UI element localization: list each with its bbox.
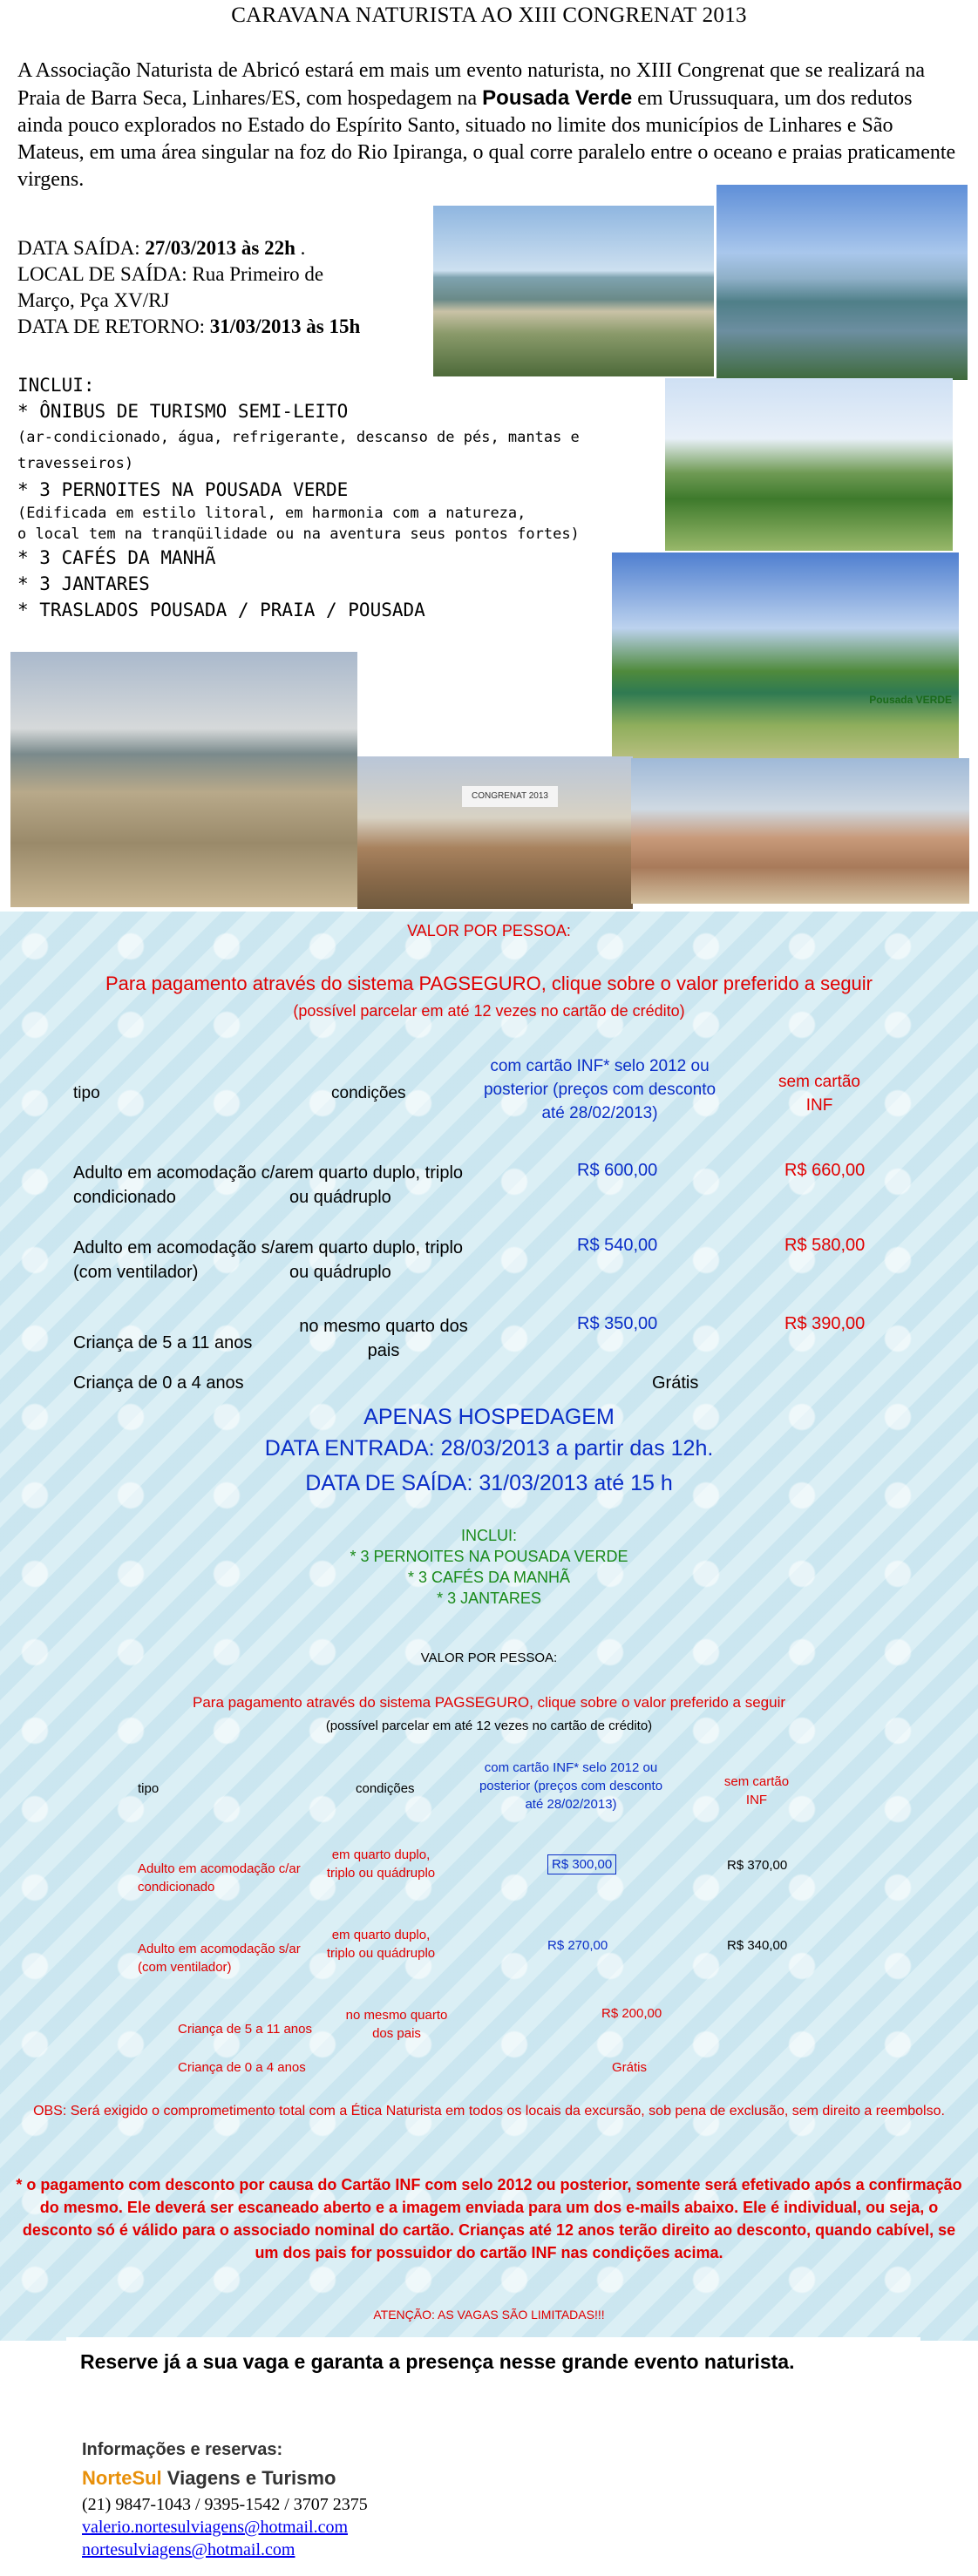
t2-row4-tipo: Criança de 0 a 4 anos xyxy=(178,2060,306,2075)
t1-row2-inf-price[interactable]: R$ 540,00 xyxy=(577,1236,658,1255)
email-link-1[interactable]: valerio.nortesulviagens@hotmail.com xyxy=(82,2518,349,2537)
t1-row1-noinf-price[interactable]: R$ 660,00 xyxy=(784,1161,866,1180)
includes-list: INCLUI: * ÔNIBUS DE TURISMO SEMI-LEITO (ar-condicionado, água, refrigerante, descanso de pés, mantas e travesseiros) * 3 PERNOITES NA POUSADA VERDE (Edificada em estilo litoral, em harmonia com a natureza, o local tem na tranqüilidade ou na aventura seus pontos fortes) * 3 CAFÉS DA MANHÃ * 3 JANTARES * TRASLADOS POUSADA / PRAIA / POUSADA xyxy=(17,375,580,620)
beach-kiosk-photo xyxy=(10,652,357,907)
col-inf-2: com cartão INF* selo 2012 ou posterior (preços com desconto até 28/02/2013) xyxy=(479,1760,663,1812)
phone-numbers: (21) 9847-1043 / 9395-1542 / 3707 2375 xyxy=(82,2495,368,2514)
lodging-exit: DATA DE SAÍDA: 31/03/2013 até 15 h xyxy=(305,1471,673,1495)
t2-row2-cond: em quarto duplo, triplo ou quádruplo xyxy=(326,1928,436,1961)
travel-details xyxy=(17,235,436,340)
t2-row1-cond: em quarto duplo, triplo ou quádruplo xyxy=(326,1847,436,1881)
pagseguro-link-2[interactable]: Para pagamento através do sistema PAGSEGURO, clique sobre o valor preferido a seguir xyxy=(192,1694,786,1711)
contact-block xyxy=(82,2440,692,2561)
col-tipo-1: tipo xyxy=(73,1084,100,1102)
group-photo-2 xyxy=(631,758,969,904)
beach-photo-1 xyxy=(433,206,714,376)
departure-place: LOCAL DE SAÍDA: Rua Primeiro de Março, Pça XV/RJ xyxy=(17,263,324,311)
col-noinf-1: sem cartão INF xyxy=(778,1073,860,1115)
agency-name: NorteSul Viagens e Turismo xyxy=(82,2467,336,2489)
col-cond-1: condições xyxy=(331,1084,406,1102)
t1-row1-cond: em quarto duplo, triplo ou quádruplo xyxy=(289,1163,464,1207)
t2-row1-inf-price[interactable]: R$ 300,00 xyxy=(547,1854,616,1874)
t1-row2-noinf-price[interactable]: R$ 580,00 xyxy=(784,1236,866,1255)
beach-photo-2 xyxy=(717,185,968,380)
group-photo-1 xyxy=(357,756,633,909)
pousada-photo-1 xyxy=(665,378,953,551)
email-link-2[interactable]: nortesulviagens@hotmail.com xyxy=(82,2540,295,2559)
attention-note: ATENÇÃO: AS VAGAS SÃO LIMITADAS!!! xyxy=(373,2308,605,2322)
t2-row1-tipo: Adulto em acomodação c/ar condicionado xyxy=(138,1861,301,1895)
t1-row4-inf: Grátis xyxy=(652,1373,699,1393)
contact-heading: Informações e reservas: xyxy=(82,2440,283,2459)
col-tipo-2: tipo xyxy=(138,1781,160,1796)
return-date: DATA DE RETORNO: 31/03/2013 às 15h xyxy=(17,315,361,337)
pousada-photo-2 xyxy=(612,552,959,769)
price-heading-2: VALOR POR PESSOA: xyxy=(420,1651,558,1665)
t1-row3-tipo: Criança de 5 a 11 anos xyxy=(73,1333,253,1352)
t1-row2-tipo: Adulto em acomodação s/ar (com ventilador) xyxy=(73,1238,291,1282)
discount-note: * o pagamento com desconto por causa do Cartão INF com selo 2012 ou posterior, somente será efetivado após a confirmação do mesmo. Ele deverá ser escaneado aberto e a imagem enviada para um dos e-mails abaixo. Ele é individual, ou seja, o desconto só é válido para o associado nominal do cartão. Crianças até 12 anos terão direito ao desconto, quando cabível, se um dos pais for possuidor do cartão INF nas condições acima. xyxy=(16,2176,962,2261)
intro-paragraph: A Associação Naturista de Abricó estará em mais um evento naturista, no XIII Congrenat que se realizará na Praia de Barra Seca, Linhares/ES, com hospedagem na Pousada Verde em Urussuquara, um dos redutos ainda pouco explorados no Estado do Espírito Santo, situado no limite dos municípios de Linhares e São Mateus, em uma área singular na foz do Rio Ipiranga, o qual corre paralelo entre o oceano e praias praticamente virgens. xyxy=(17,59,956,191)
t2-row3-tipo: Criança de 5 a 11 anos xyxy=(178,2022,312,2037)
lodging-title: APENAS HOSPEDAGEM xyxy=(363,1405,615,1429)
t2-row3-inf-price[interactable]: R$ 200,00 xyxy=(601,2006,662,2021)
t2-row2-inf-price[interactable]: R$ 270,00 xyxy=(547,1938,608,1953)
col-cond-2: condições xyxy=(356,1781,415,1796)
installments-note-1: (possível parcelar em até 12 vezes no cartão de crédito) xyxy=(293,1002,685,1020)
lodging-entry: DATA ENTRADA: 28/03/2013 a partir das 12h. xyxy=(264,1436,714,1461)
lodging-includes: INCLUI: * 3 PERNOITES NA POUSADA VERDE * 3 CAFÉS DA MANHÃ * 3 JANTARES xyxy=(350,1527,628,1607)
t1-row1-tipo: Adulto em acomodação c/ar condicionado xyxy=(73,1163,291,1207)
t2-row2-noinf-price[interactable]: R$ 340,00 xyxy=(727,1938,788,1953)
reserve-box: Reserve já a sua vaga e garanta a presença nesse grande evento naturista. xyxy=(66,2337,920,2421)
t2-row1-noinf-price[interactable]: R$ 370,00 xyxy=(727,1858,788,1873)
t1-row3-noinf-price[interactable]: R$ 390,00 xyxy=(784,1314,866,1333)
t1-row1-inf-price[interactable]: R$ 600,00 xyxy=(577,1161,658,1180)
departure-date: DATA SAÍDA: 27/03/2013 às 22h . xyxy=(17,237,306,259)
pousada-verde-name: Pousada Verde xyxy=(482,86,633,110)
col-inf-1: com cartão INF* selo 2012 ou posterior (preços com desconto até 28/02/2013) xyxy=(483,1057,717,1122)
price-heading-1: VALOR POR PESSOA: xyxy=(407,922,571,939)
col-noinf-2: sem cartão INF xyxy=(723,1774,790,1807)
t2-row2-tipo: Adulto em acomodação s/ar (com ventilador) xyxy=(138,1942,301,1975)
installments-note-2: (possível parcelar em até 12 vezes no cartão de crédito) xyxy=(325,1718,653,1733)
t1-row2-cond: em quarto duplo, triplo ou quádruplo xyxy=(289,1238,464,1282)
t1-row3-inf-price[interactable]: R$ 350,00 xyxy=(577,1314,658,1333)
pagseguro-link-1[interactable]: Para pagamento através do sistema PAGSEGURO, clique sobre o valor preferido a seguir xyxy=(105,973,873,994)
t1-row3-cond: no mesmo quarto dos pais xyxy=(299,1317,468,1360)
pousada-caption: Pousada VERDE xyxy=(869,694,952,706)
t2-row3-cond: no mesmo quarto dos pais xyxy=(345,2008,448,2041)
obs-note: OBS: Será exigido o comprometimento total com a Ética Naturista em todos os locais da excursão, sob pena de exclusão, sem direito a reembolso. xyxy=(33,2104,945,2118)
page-title: CARAVANA NATURISTA AO XIII CONGRENAT 2013 xyxy=(231,3,747,27)
t2-row4-inf: Grátis xyxy=(612,2060,648,2075)
t1-row4-tipo: Criança de 0 a 4 anos xyxy=(73,1373,244,1393)
event-banner: CONGRENAT 2013 xyxy=(462,786,558,807)
pricing-section xyxy=(0,912,978,2341)
